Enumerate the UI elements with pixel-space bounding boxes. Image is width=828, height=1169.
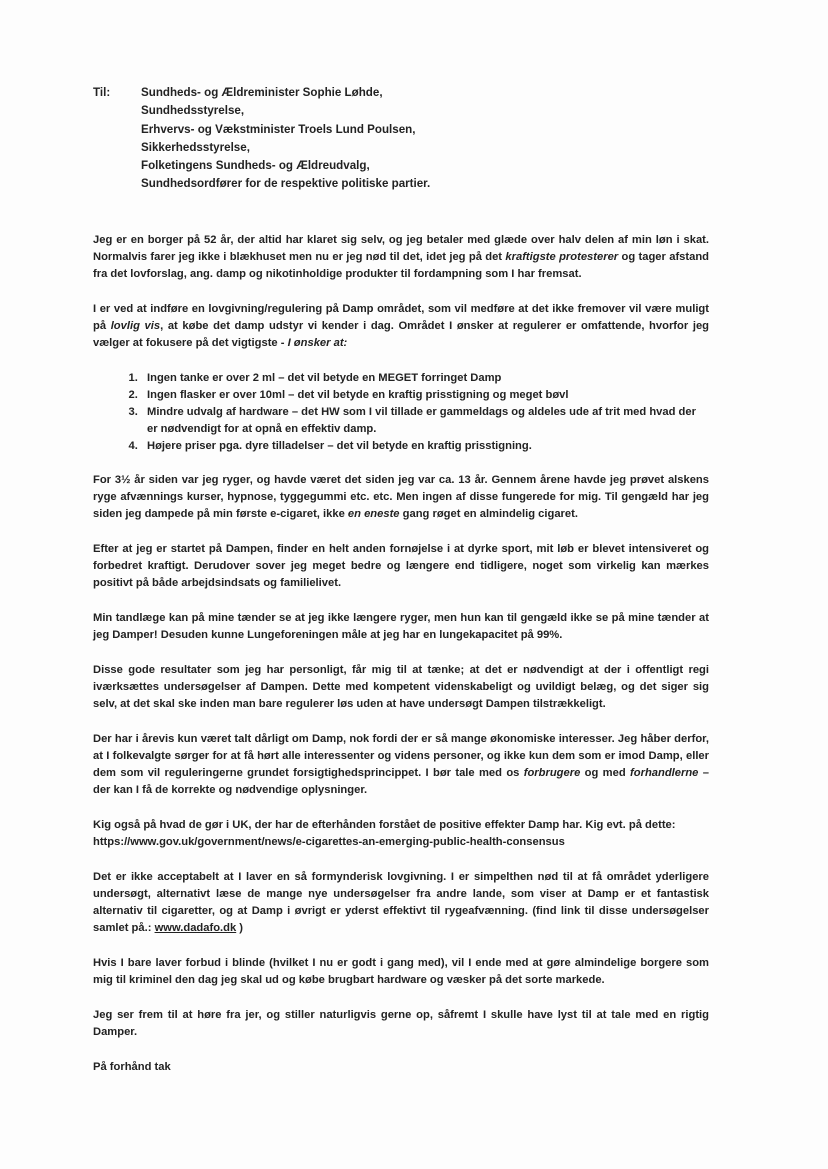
- paragraph-not-acceptable: Det er ikke acceptabelt at I laver en så formynderisk lovgivning. I er simpelthen nød til at få området yderligere undersøgt, alternativt læse de mange nye undersøgelser fra andre lande, som viser at Damp er et fantastisk alternativ til cigaretter, og at Damp i øvrigt er yderst effektivt til rygeafvænning. (find link til disse undersøgelser samlet på.: www.dadafo.dk ): [93, 871, 709, 934]
- paragraph-sport: Efter at jeg er startet på Dampen, finder en helt anden fornøjelse i at dyrke sport, mit løb er blevet intensiveret og forbedret kraftigt. Derudover sover jeg meget bedre og længere end tidligere, noget som virkelig kan mærkes positivt på både arbejdsindsats og familielivet.: [93, 543, 709, 589]
- recipient-line: Sundhedsordfører for de respektive politiske partier.: [141, 177, 431, 191]
- recipient-line: Sundhedsstyrelse,: [141, 104, 245, 118]
- recipient-line: Sikkerhedsstyrelse,: [141, 140, 250, 154]
- paragraph-dentist: Min tandlæge kan på mine tænder se at jeg ikke længere ryger, men hun kan til gengæld ikke se på mine tænder at jeg Damper! Desuden kunne Lungeforeningen måle at jeg har en lungekapacitet på 99%.: [93, 612, 709, 641]
- recipient-line: Folketingens Sundheds- og Ældreudvalg,: [141, 159, 370, 173]
- list-item: 4. Højere priser pga. dyre tilladelser – det vil betyde en kraftig prisstigning.: [141, 438, 709, 455]
- list-item: 1. Ingen tanke er over 2 ml – det vil betyde en MEGET forringet Damp: [141, 370, 709, 387]
- recipient-line: Sundheds- og Ældreminister Sophie Løhde,: [141, 86, 383, 99]
- sign-off: På forhånd tak: [93, 1061, 171, 1073]
- recipients-label: Til:: [93, 86, 111, 99]
- uk-url[interactable]: https://www.gov.uk/government/news/e-cigarettes-an-emerging-public-health-consensus: [93, 836, 565, 848]
- list-item: 2. Ingen flasker er over 10ml – det vil betyde en kraftig prisstigning og meget bøvl: [141, 387, 709, 404]
- paragraph-stakeholders: Der har i årevis kun været talt dårligt om Damp, nok fordi der er så mange økonomiske interesser. Jeg håber derfor, at I folkevalgte sørger for at få hørt alle interessenter og videns personer, og ikke kun dem som er imod Damp, eller dem som vil reguleringerne grundet forsigtighedsprincippet. I bør tale med os forbrugere og med forhandlerne – der kan I få de korrekte og nødvendige oplysninger.: [93, 733, 709, 796]
- concerns-list: [93, 370, 709, 455]
- paragraph-smoking-history: For 3½ år siden var jeg ryger, og havde været det siden jeg var ca. 13 år. Gennem årene havde jeg prøvet alskens ryge afvænnings kurser, hypnose, tyggegummi etc. etc. Men ingen af disse fungerede for mig. Til gengæld har jeg siden jeg dampede på min første e-cigaret, ikke en eneste gang røget en almindelig cigaret.: [93, 474, 709, 520]
- paragraph-blind-ban: Hvis I bare laver forbud i blinde (hvilket I nu er godt i gang med), vil I ende med at gøre almindelige borgere som mig til kriminel den dag jeg skal ud og købe brugbart hardware og væsker på det sorte markede.: [93, 957, 709, 986]
- recipient-line: Erhvervs- og Vækstminister Troels Lund Poulsen,: [141, 122, 416, 136]
- paragraph-intro: Jeg er en borger på 52 år, der altid har klaret sig selv, og jeg betaler med glæde over halv delen af min løn i skat. Normalvis farer jeg ikke i blækhuset men nu er jeg nød til det, idet jeg på det kraftigste protesterer og tager afstand fra det lovforslag, ang. damp og nikotinholdige produkter til fordampning som I har fremsat.: [93, 234, 709, 280]
- paragraph-research: Disse gode resultater som jeg har personligt, får mig til at tænke; at det er nødvendigt at der i offentligt regi iværksættes undersøgelser af Dampen. Dette med kompetent videnskabeligt og uvildigt belæg, og det siger sig selv, at det skal ske inden man bare regulerer løs uden at have undersøgt Dampen tilstrækkeligt.: [93, 664, 709, 710]
- paragraph-uk: Kig også på hvad de gør i UK, der har de efterhånden forstået de positive effekter Damp har. Kig evt. på dette: https://www.gov.uk/government/news/e-cigarettes-an-emerging-public-health-consensus: [93, 819, 676, 848]
- paragraph-regulation: I er ved at indføre en lovgivning/regulering på Damp området, som vil medføre at det ikke fremover vil være muligt på lovlig vis, at købe det damp udstyr vi kender i dag. Området I ønsker at regulerer er omfattende, hvorfor jeg vælger at fokusere på det vigtigste - I ønsker at:: [93, 303, 709, 349]
- paragraph-closing: Jeg ser frem til at høre fra jer, og stiller naturligvis gerne op, såfremt I skulle have lyst til at tale med en rigtig Damper.: [93, 1009, 709, 1038]
- dadafo-link[interactable]: www.dadafo.dk: [154, 922, 237, 934]
- list-item: 3. Mindre udvalg af hardware – det HW som I vil tillade er gammeldags og aldeles ude af trit med hvad der er nødvendigt for at opnå en effektiv damp.: [141, 404, 709, 438]
- letter-body: [93, 232, 709, 1094]
- recipients-list: [141, 84, 430, 194]
